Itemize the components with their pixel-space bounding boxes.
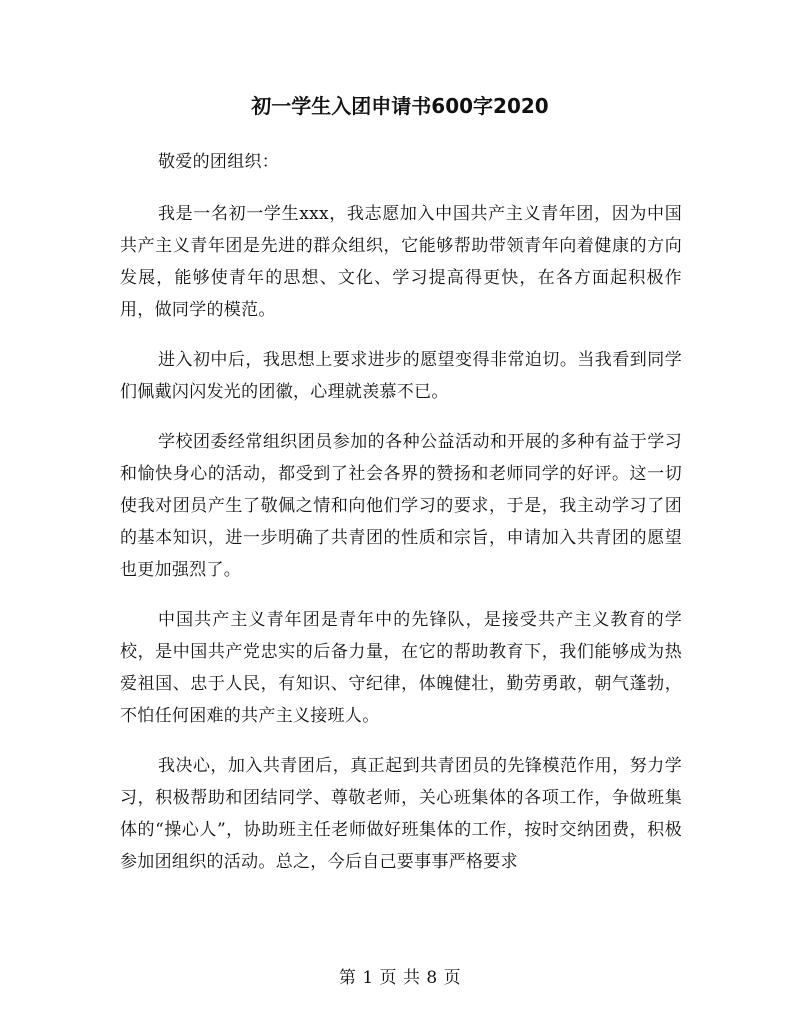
salutation: 敬爱的团组织： [158, 152, 280, 172]
paragraph-5: 我决心，加入共青团后，真正起到共青团员的先锋模范作用，努力学习，积极帮助和团结同学、尊敬老师，关心班集体的各项工作，争做班集体的“操心人”，协助班主任老师做好班集体的工作，按时交纳团费，积极参加团组织的活动。总之，今后自己要事事严格要求 [120, 756, 682, 872]
paragraph-1: 我是一名初一学生xxx，我志愿加入中国共产主义青年团，因为中国共产主义青年团是先进的群众组织，它能够帮助带领青年向着健康的方向发展，能够使青年的思想、文化、学习提高得更快，在各方面起积极作用，做同学的模范。 [120, 204, 682, 320]
paragraph-3: 学校团委经常组织团员参加的各种公益活动和开展的多种有益于学习和愉快身心的活动，都受到了社会各界的赞扬和老师同学的好评。这一切使我对团员产生了敬佩之情和向他们学习的要求，于是，我主动学习了团的基本知识，进一步明确了共青团的性质和宗旨，申请加入共青团的愿望也更加强烈了。 [120, 432, 682, 580]
page-number-label: 第 1 页 共 8 页 [338, 968, 462, 988]
document-title: 初一学生入团申请书600字2020 [251, 94, 549, 118]
document-body [120, 146, 682, 896]
paragraph-4: 中国共产主义青年团是青年中的先锋队，是接受共产主义教育的学校，是中国共产党忠实的后备力量，在它的帮助教育下，我们能够成为热爱祖国、忠于人民，有知识、守纪律，体魄健壮，勤劳勇敢，朝气蓬勃，不怕任何困难的共产主义接班人。 [120, 610, 682, 726]
paragraph-2: 进入初中后，我思想上要求进步的愿望变得非常迫切。当我看到同学们佩戴闪闪发光的团徽，心理就羡慕不已。 [120, 350, 682, 402]
page-footer [0, 966, 800, 990]
